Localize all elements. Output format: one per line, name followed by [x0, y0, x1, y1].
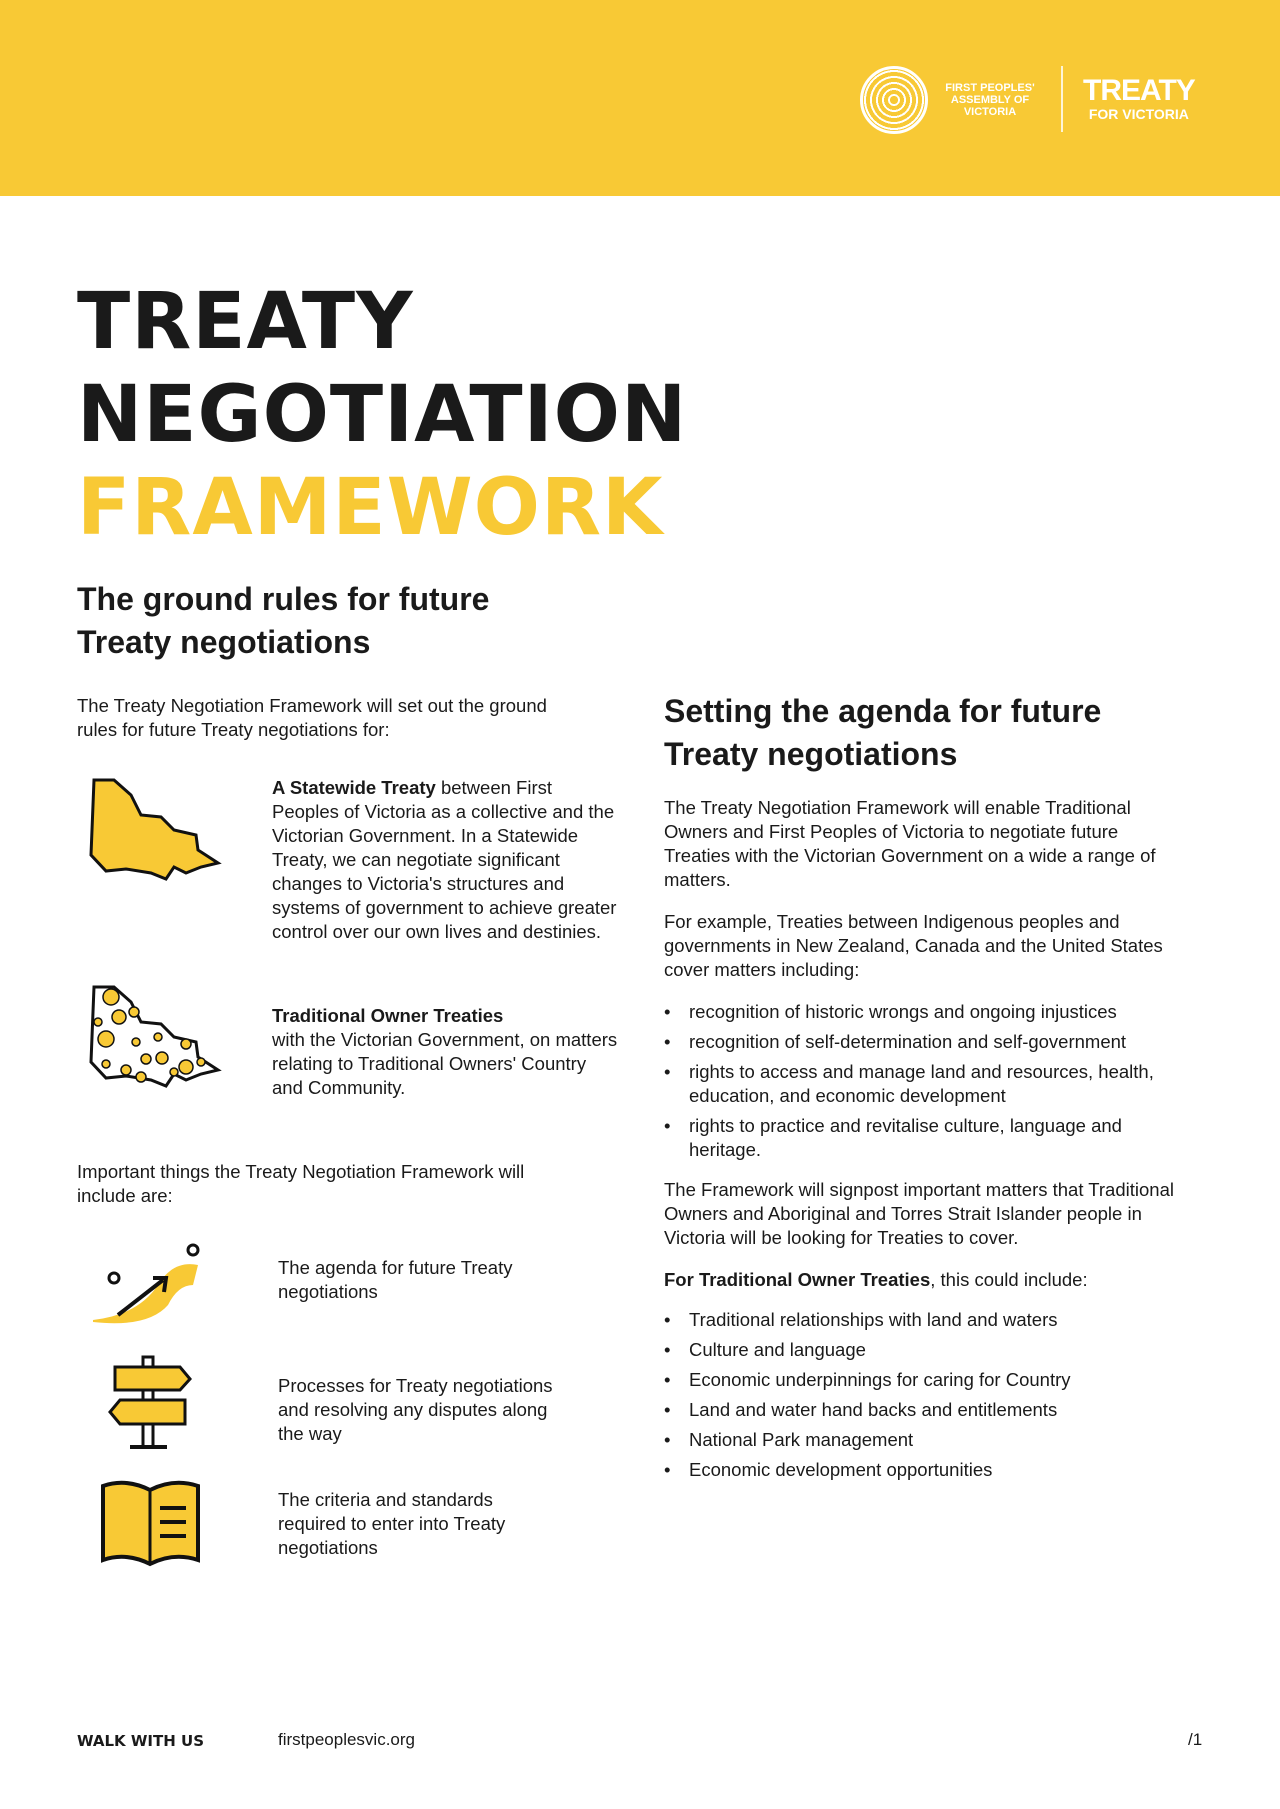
- victoria-map-icon: [86, 775, 236, 890]
- statewide-treaty-text: [272, 776, 622, 944]
- framework-item-processes: Processes for Treaty negotiations and resolving any disputes along the way: [278, 1375, 553, 1444]
- victoria-regions-map-icon: [86, 982, 236, 1097]
- right-heading: Setting the agenda for future Treaty negotiations: [664, 693, 1102, 772]
- right-paragraph-3: The Framework will signpost important matters that Traditional Owners and Aboriginal and Torres Strait Islander people in Victoria will be looking for Treaties to cover.: [664, 1179, 1174, 1248]
- title-line1: TREATY: [77, 277, 414, 367]
- traditional-owner-treaties-text: [272, 1004, 622, 1100]
- list-item: • rights to practice and revitalise culture, language and heritage.: [664, 1114, 1184, 1162]
- treaty-for-victoria-logo: [1083, 76, 1195, 122]
- statewide-body: between First Peoples of Victoria as a collective and the Victorian Government. In a Statewide Treaty, we can negotiate significant changes to Victoria's structures and systems of government to achieve greater control over our own lives and destinies.: [272, 777, 617, 942]
- list-item: • National Park management: [664, 1428, 1184, 1452]
- list-item: • recognition of self-determination and self-government: [664, 1030, 1184, 1054]
- logo1-text: FIRST PEOPLES' ASSEMBLY OF VICTORIA: [945, 82, 1035, 118]
- footer-slogan: WALK WITH US: [77, 1732, 205, 1750]
- list-item: • Economic underpinnings for caring for Country: [664, 1368, 1184, 1392]
- important-intro: Important things the Treaty Negotiation Framework will include are:: [77, 1161, 525, 1206]
- list-item: • rights to access and manage land and resources, health, education, and economic development: [664, 1060, 1184, 1108]
- page-title: [77, 276, 687, 555]
- signpost-icon: [105, 1352, 195, 1452]
- list-item: • Economic development opportunities: [664, 1458, 1184, 1482]
- page-number: /1: [1188, 1730, 1203, 1749]
- right-paragraph-2: For example, Treaties between Indigenous peoples and governments in New Zealand, Canada and the United States cover matters including:: [664, 911, 1163, 980]
- list-item: • Land and water hand backs and entitlements: [664, 1398, 1184, 1422]
- footer-url[interactable]: firstpeoplesvic.org: [278, 1730, 416, 1749]
- to-treaty-list: [664, 1308, 1184, 1482]
- assembly-seal-icon: [860, 66, 928, 134]
- p4-bold: For Traditional Owner Treaties: [664, 1269, 931, 1290]
- statewide-bold: A Statewide Treaty: [272, 777, 436, 798]
- framework-item-agenda: The agenda for future Treaty negotiations: [278, 1257, 513, 1302]
- right-paragraph-1: The Treaty Negotiation Framework will enable Traditional Owners and First Peoples of Victoria to negotiate future Treaties with the Victorian Government on a wide a range of matters.: [664, 797, 1156, 890]
- first-peoples-assembly-logo: [860, 66, 1040, 134]
- list-item: • Culture and language: [664, 1338, 1184, 1362]
- to-bold: Traditional Owner Treaties: [272, 1005, 504, 1026]
- right-paragraph-4: [664, 1268, 1184, 1292]
- to-body: with the Victorian Government, on matters relating to Traditional Owners' Country and Community.: [272, 1029, 618, 1098]
- left-heading: The ground rules for future Treaty negotiations: [77, 581, 490, 660]
- list-item: • recognition of historic wrongs and ongoing injustices: [664, 1000, 1184, 1024]
- logo-divider: [1061, 66, 1063, 132]
- title-line2: NEGOTIATION: [77, 370, 688, 460]
- p4-text: , this could include:: [930, 1269, 1088, 1290]
- open-book-icon: [98, 1478, 203, 1570]
- matters-list: [664, 1000, 1184, 1162]
- list-item: • Traditional relationships with land and waters: [664, 1308, 1184, 1332]
- title-line3: FRAMEWORK: [77, 463, 664, 553]
- logo2-line1: TREATY: [1083, 74, 1195, 107]
- left-intro: The Treaty Negotiation Framework will set out the ground rules for future Treaty negotiations for:: [77, 695, 547, 740]
- logo2-line2: FOR VICTORIA: [1088, 106, 1189, 122]
- winding-path-icon: [88, 1240, 203, 1330]
- framework-item-criteria: The criteria and standards required to enter into Treaty negotiations: [278, 1489, 506, 1558]
- header-banner: [0, 0, 1280, 196]
- right-column: [664, 796, 1184, 1488]
